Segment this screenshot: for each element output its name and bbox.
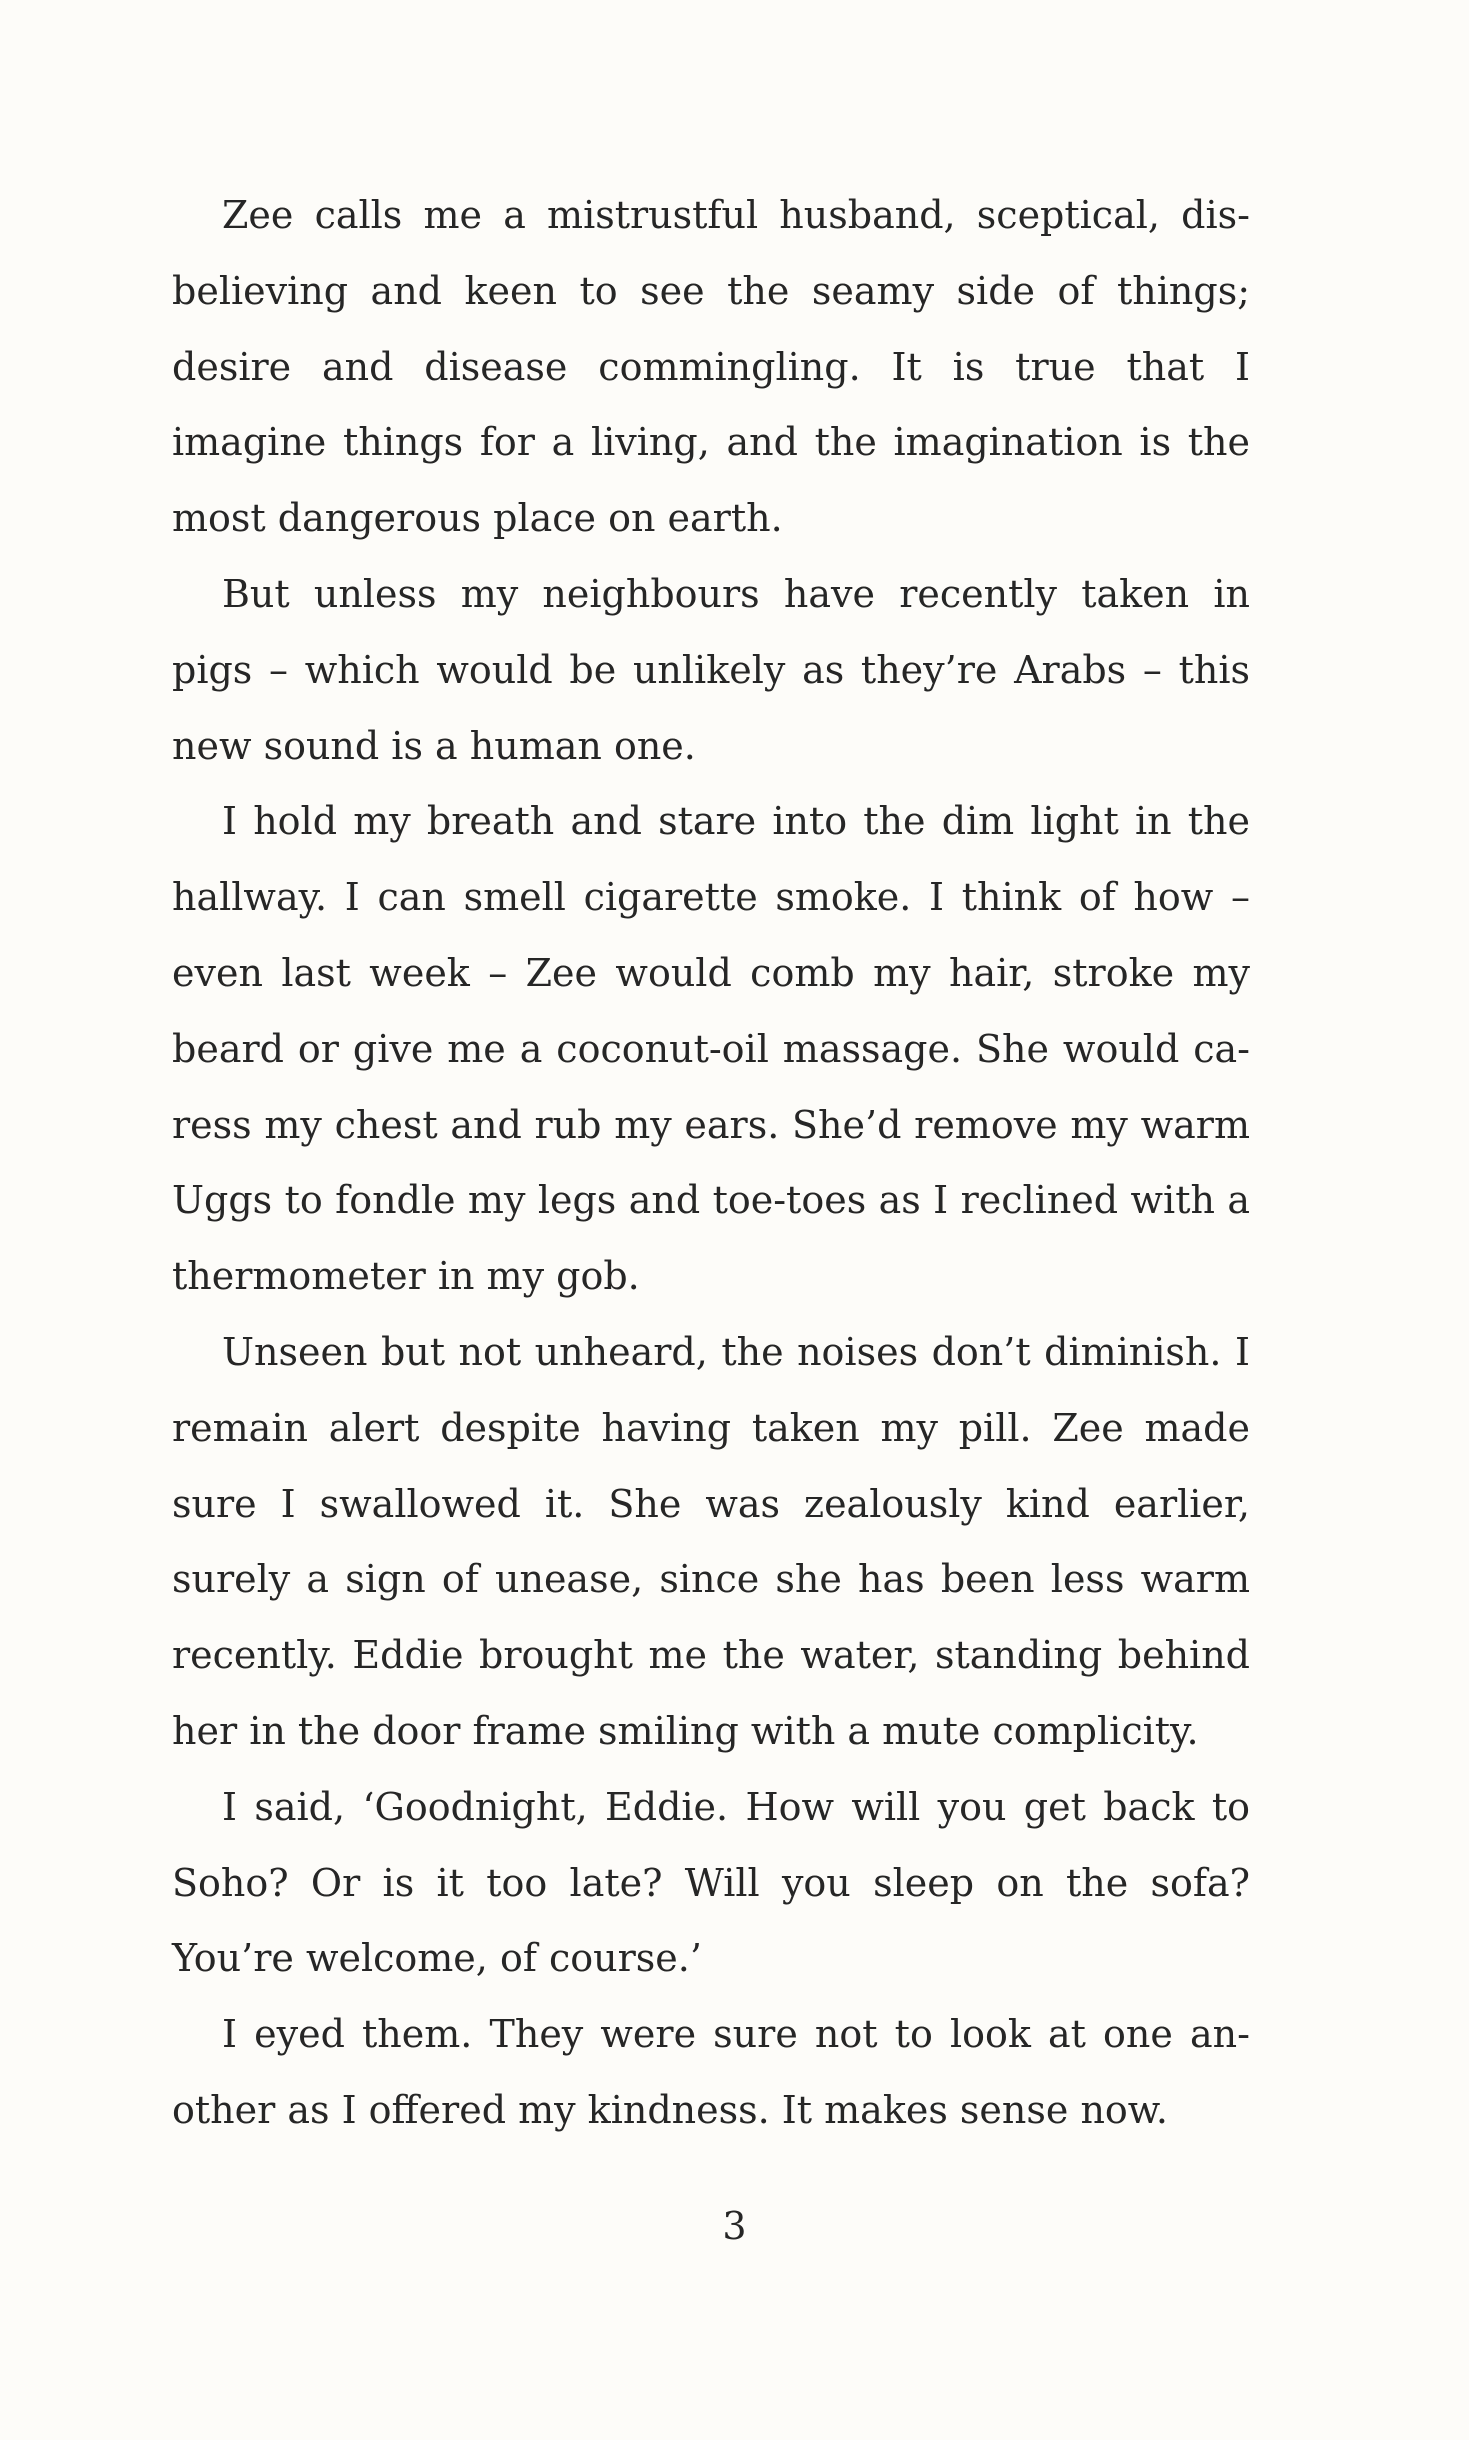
- paragraph-5: I said, ‘Goodnight, Eddie. How will you get back to Soho? Or is it too late? Will you sleep on the sofa? You’re welcome, of course.’: [172, 1784, 1250, 1981]
- paragraph-4: Unseen but not unheard, the noises don’t diminish. I remain alert despite having taken my pill. Zee made sure I swallowed it. She was zealously kind earlier, surely a sign of unease, since she has been less warm recently. Eddie brought me the water, standing behind her in the door frame smiling with a mute complicity.: [172, 1329, 1250, 1753]
- paragraph-1: Zee calls me a mistrustful husband, sceptical, disbelieving and keen to see the seamy side of things; desire and disease commingling. It is true that I imagine things for a living, and the imagination is the most dangerous place on earth.: [172, 193, 1250, 541]
- paragraph-3: I hold my breath and stare into the dim light in the hallway. I can smell cigarette smoke. I think of how – even last week – Zee would comb my hair, stroke my beard or give me a coconut-oil massage. She would caress my chest and rub my ears. She’d remove my warm Uggs to fondle my legs and toe-toes as I reclined with a thermometer in my gob.: [172, 799, 1250, 1299]
- body-text: [172, 178, 1250, 2149]
- paragraph-2: But unless my neighbours have recently taken in pigs – which would be unlikely as they’re Arabs – this new sound is a human one.: [172, 571, 1250, 768]
- page-number: 3: [722, 2204, 747, 2248]
- paragraph-6: I eyed them. They were sure not to look at one another as I offered my kindness. It makes sense now.: [172, 2012, 1250, 2132]
